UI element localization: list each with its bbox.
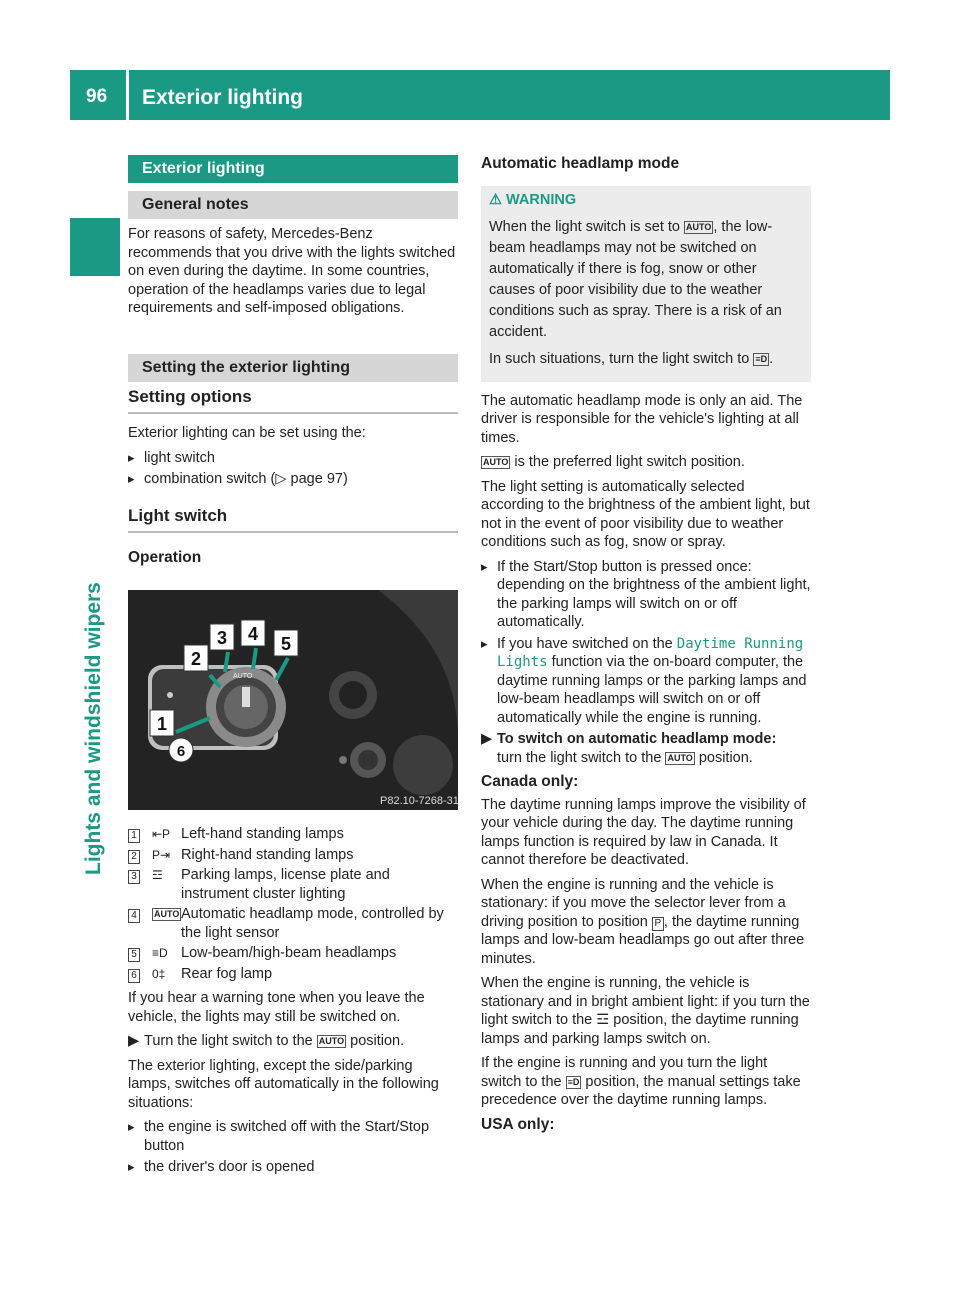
callout-4: 4: [247, 623, 259, 644]
right-standing-lamp-icon: P⇥: [152, 847, 171, 862]
preferred-text: AUTO is the preferred light switch position.: [483, 454, 745, 470]
warning-title: ⚠ WARNING: [489, 191, 577, 208]
auto-headlamp-title: Automatic headlamp mode: [481, 155, 680, 172]
chapter-sidebar: [70, 120, 120, 1240]
chapter-marker: [70, 218, 120, 276]
light-switch-photo: [128, 590, 458, 810]
warning-tone-text: If you hear a warning tone when you leave the vehicle, the lights may still be switched on.: [128, 990, 425, 1025]
list-item: ▸ light switch: [128, 449, 458, 468]
auto-icon: AUTO: [318, 1036, 345, 1046]
legend-item: 2 P⇥ Right-hand standing lamps: [128, 846, 458, 865]
low-beam-icon: ≡D: [567, 1076, 580, 1087]
legend-item: 5 ≡D Low-beam/high-beam headlamps: [128, 944, 458, 963]
legend-item: 3 ☲ Parking lamps, license plate and instrument cluster lighting: [128, 866, 458, 903]
legend-item: 4 AUTO Automatic headlamp mode, controlled by the light sensor: [128, 905, 458, 942]
list-item: ▸ the engine is switched off with the Start/Stop button: [128, 1118, 458, 1155]
setting-options-title: Setting options: [128, 388, 458, 415]
low-beam-icon: ≡D: [755, 353, 768, 364]
low-beam-icon: ≡D: [152, 946, 168, 960]
aid-text: The automatic headlamp mode is only an aid. The driver is responsible for the vehicle's lighting at all times.: [481, 392, 803, 446]
usa-title: USA only:: [481, 1115, 555, 1133]
callout-2: 2: [190, 648, 202, 669]
auto-icon: AUTO: [667, 752, 693, 763]
list-item: ▸ If the Start/Stop button is pressed once: depending on the brightness of the ambient light, the parking lamps will switch on or off automatically.: [481, 558, 811, 632]
setting-title: Setting the exterior lighting: [128, 354, 458, 382]
canada-title: Canada only:: [481, 773, 579, 790]
arrow-icon: ▶: [481, 731, 493, 747]
callout-1: 1: [156, 713, 168, 734]
callout-5: 5: [280, 633, 292, 654]
auto-icon: AUTO: [483, 457, 509, 467]
daytime-running-lights-menu-item[interactable]: Daytime Running Lights: [497, 635, 804, 670]
auto-icon: AUTO: [686, 221, 712, 232]
chapter-label: Lights and windshield wipers: [82, 582, 105, 875]
setting-options-intro: Exterior lighting can be set using the:: [128, 425, 366, 441]
image-code: P82.10-7268-31: [380, 794, 458, 807]
follow-text: The exterior lighting, except the side/parking lamps, switches off automatically in the following situations:: [128, 1057, 439, 1111]
switch-auto-label: AUTO: [233, 672, 253, 680]
page-title: Exterior lighting: [142, 86, 304, 109]
left-column: [128, 155, 458, 1180]
general-notes-title: General notes: [128, 191, 458, 219]
callout-6: 6: [176, 742, 186, 760]
legend-item: 1 ⇤P Left-hand standing lamps: [128, 825, 458, 844]
operation-title: Operation: [128, 549, 202, 566]
page-number: 96: [86, 86, 108, 107]
park-position-icon: P: [652, 917, 664, 931]
instruction-step: ▶ Turn the light switch to the AUTO position.: [128, 1033, 405, 1049]
manual-text: If the engine is running and you turn the light switch to the ≡D position, the manual settings take precedence over the daytime running lamps.: [481, 1055, 801, 1108]
legend-item: 6 0‡ Rear fog lamp: [128, 965, 458, 984]
callout-3: 3: [216, 627, 228, 648]
section-title: Exterior lighting: [128, 155, 458, 183]
warning-box: ⚠ WARNING When the light switch is set to AUTO , the low-beam headlamps may not be switched on automatically if there is fog, snow or other causes of poor visibility due to the weather conditions such as spray. There is a risk of an accident. In such situations, turn the light switch to ≡D .: [481, 186, 811, 382]
auto-icon: AUTO: [154, 909, 180, 919]
right-column: [481, 155, 811, 1138]
parking-lamp-icon: ☲: [596, 1012, 610, 1028]
header-divider: [126, 70, 129, 120]
arrow-icon: ▶: [128, 1033, 140, 1049]
list-item: ▸ If you have switched on the Daytime Running Lights function via the on-board computer, the daytime running lamps or the parking lamps and low-beam headlamps will switch on or off automatically while the engine is running.: [481, 635, 811, 728]
ambient-text: When the engine is running, the vehicle is stationary and in bright ambient light: if you turn the light switch to the ☲ position, the daytime running lamps and parking lamps switch on.: [481, 975, 810, 1047]
selected-text: The light setting is automatically selected according to the brightness of the ambient light, but not in the event of poor visibility due to weather conditions such as fog, snow or spray.: [481, 478, 810, 550]
rear-fog-lamp-icon: 0‡: [152, 966, 166, 981]
canada-text: The daytime running lamps improve the visibility of your vehicle during the day. The daytime running lamps function is required by law in Canada. It cannot therefore be deactivated.: [481, 796, 806, 868]
warning-triangle-icon: ⚠: [489, 191, 502, 208]
page-reference-link[interactable]: ▸ combination switch (▷ page 97): [128, 470, 458, 489]
page-header: [70, 70, 890, 120]
general-notes-text: For reasons of safety, Mercedes-Benz recommends that you drive with the lights switched on even during the daytime. In some countries, operation of the headlamps varies due to legal requirements and self-imposed obligations.: [128, 226, 456, 316]
instruction-step: ▶ To switch on automatic headlamp mode: turn the light switch to the AUTO position.: [481, 731, 777, 766]
list-item: ▸ the driver's door is opened: [128, 1158, 458, 1177]
stationary-text: When the engine is running and the vehicle is stationary: if you move the selector lever from a driving position to position P , the daytime running lamps and low-beam headlamps go out after three minutes.: [481, 876, 805, 967]
parking-lamp-icon: ☲: [152, 868, 163, 882]
light-switch-title: Light switch: [128, 507, 458, 534]
left-standing-lamp-icon: ⇤P: [152, 827, 171, 841]
